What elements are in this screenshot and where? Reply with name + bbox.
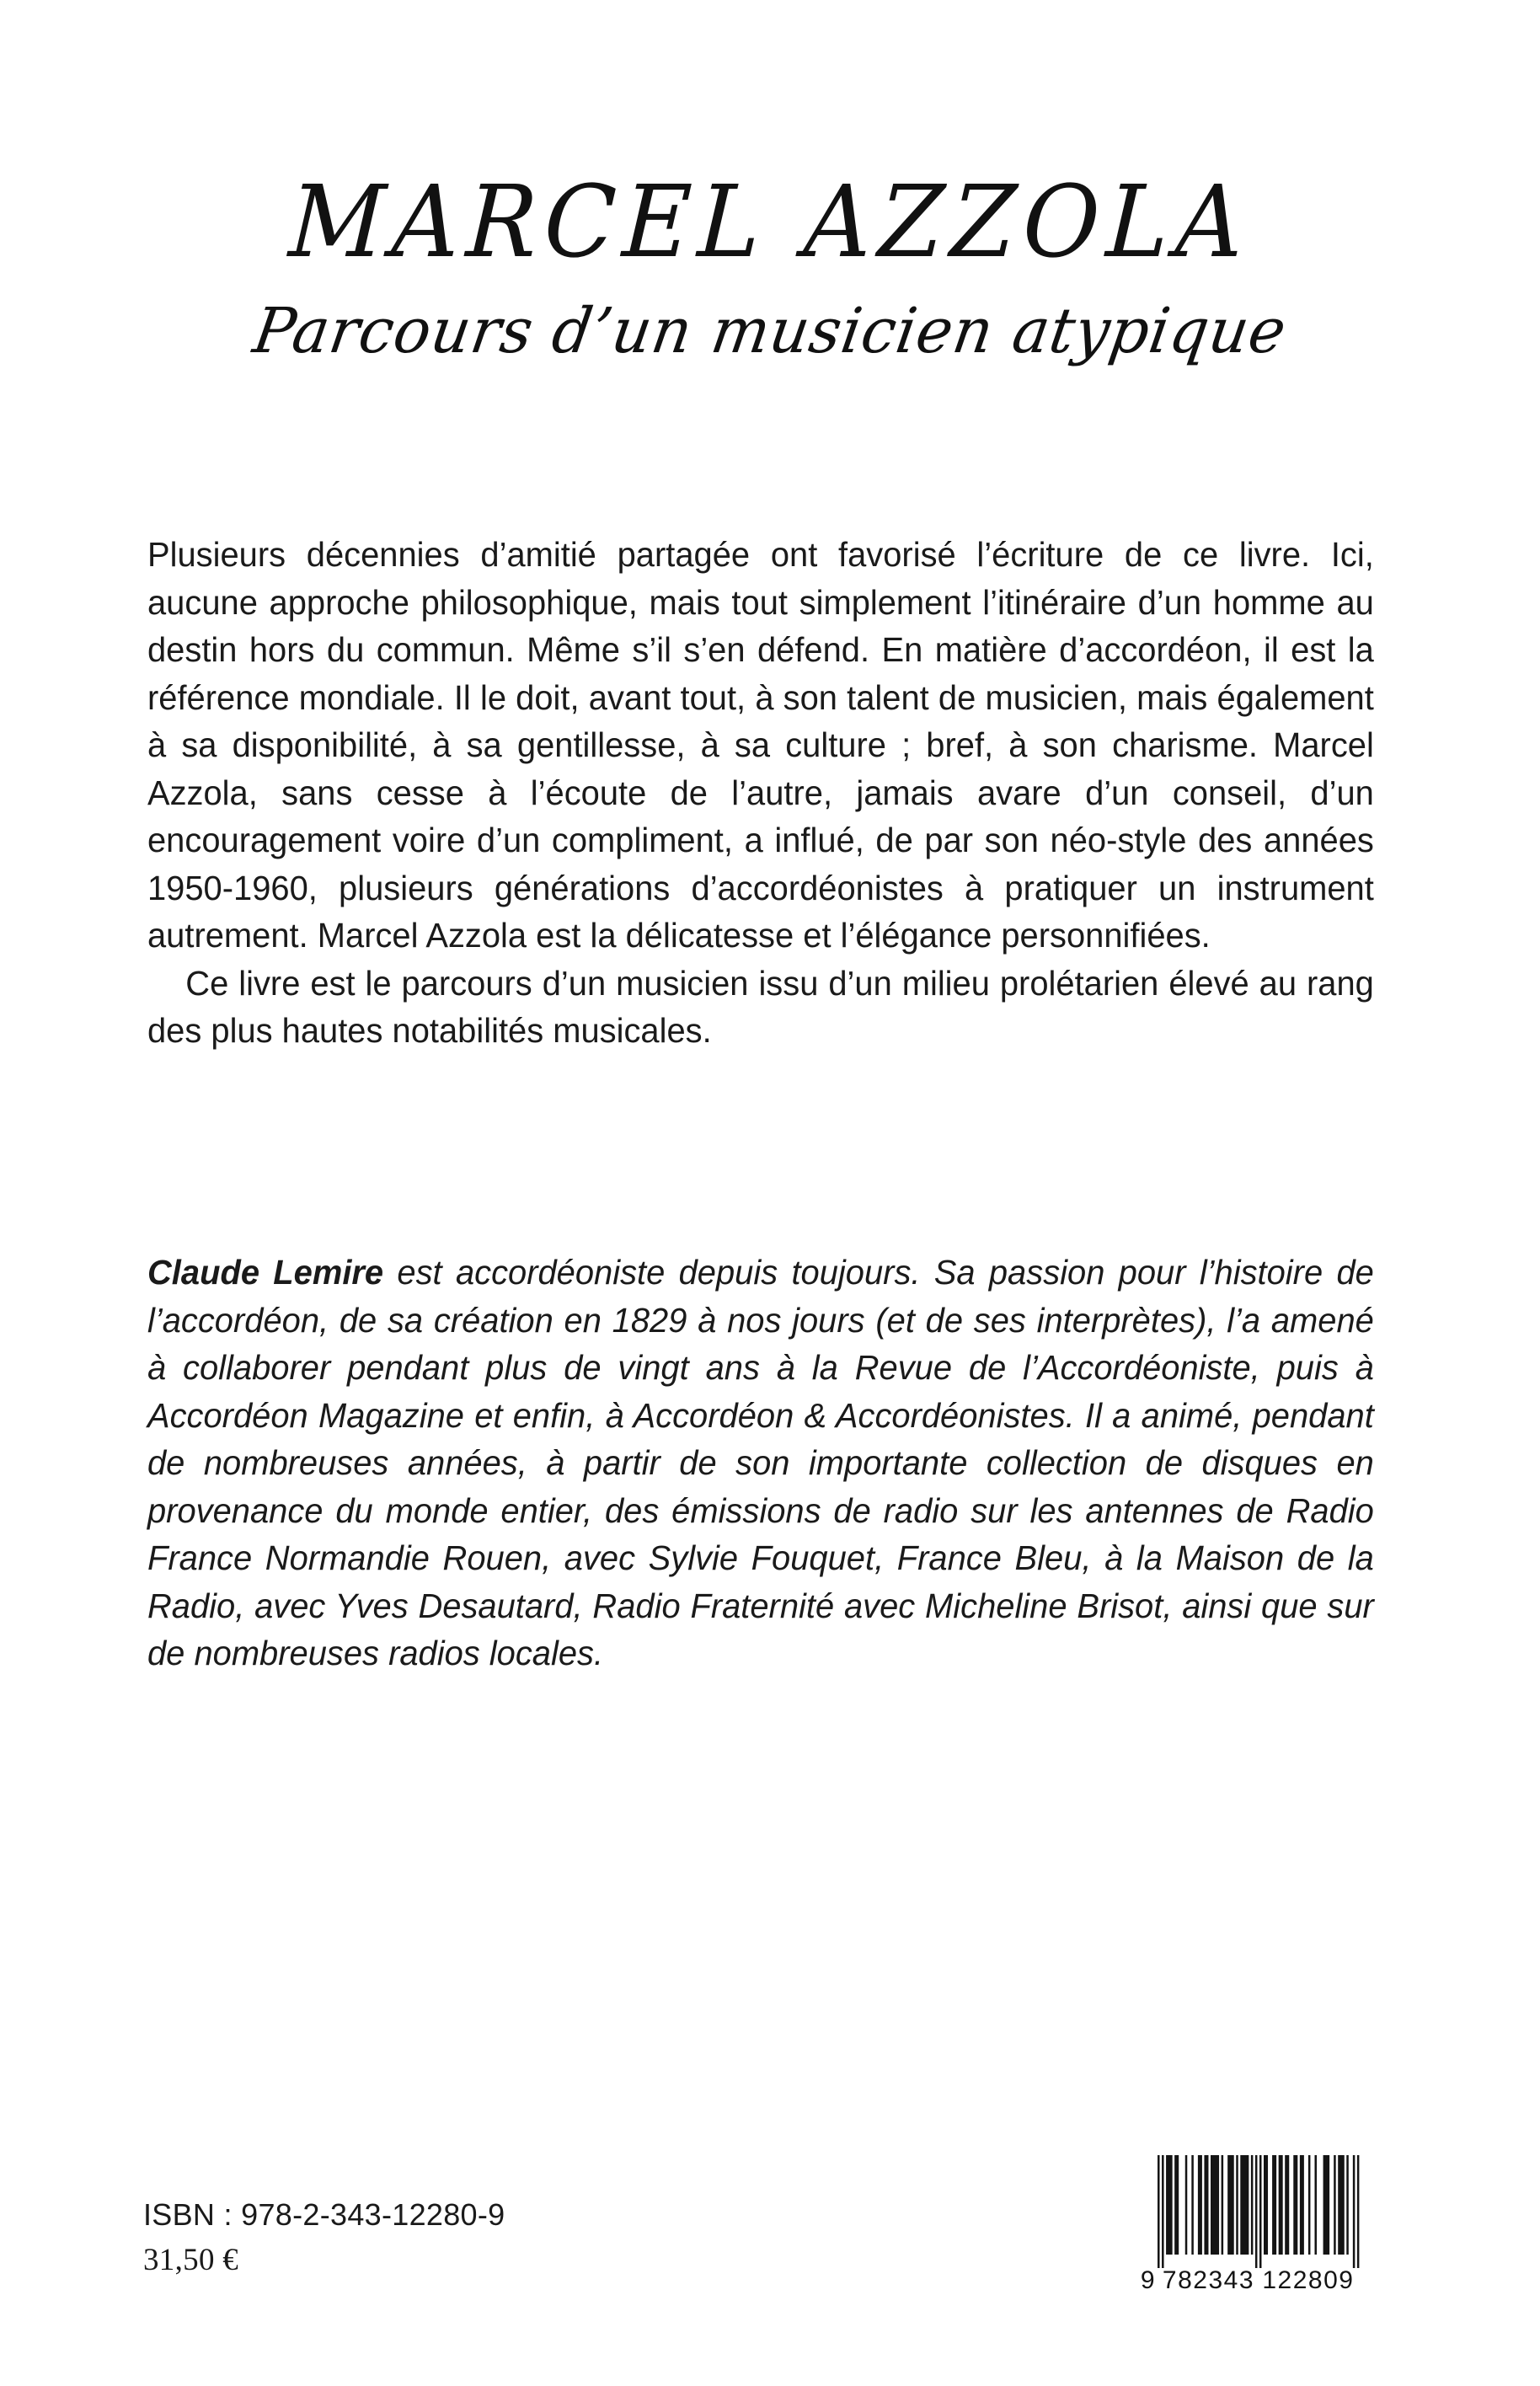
blurb-paragraph-2: Ce livre est le parcours d’un musicien issu d’un milieu prolétarien élevé au rang des plus hautes notabilités musicales. xyxy=(147,963,1374,1050)
barcode xyxy=(1129,2145,1415,2295)
svg-text:782343: 782343 xyxy=(1162,2266,1255,2294)
publication-meta xyxy=(143,2192,505,2283)
blurb-paragraph-1: Plusieurs décennies d’amitié partagée ont favorisé l’écriture de ce livre. Ici, aucune approche philosophique, mais tout simplement l’itinéraire d’un homme au destin hors du commun. Même s’il s’en défend. En matière d’accordéon, il est la référence mondiale. Il le doit, avant tout, à son talent de musicien, mais également à sa disponibilité, à sa gentillesse, à sa culture ; bref, à son charisme. Marcel Azzola, sans cesse à l’écoute de l’autre, jamais avare d’un conseil, d’un encouragement voire d’un compliment, a influé, de par son néo-style des années 1950-1960, plusieurs générations d’accordéonistes à pratiquer un instrument autrement. Marcel Azzola est la délicatesse et l’élégance personnifiées. xyxy=(147,535,1374,955)
page-title: MARCEL AZZOLA xyxy=(286,163,1254,280)
svg-text:9: 9 xyxy=(1140,2266,1157,2294)
author-name: Claude Lemire xyxy=(147,1253,384,1292)
blurb-section xyxy=(147,531,1393,1055)
price-label: 31,50 € xyxy=(143,2243,239,2277)
author-bio-section xyxy=(147,1249,1393,1677)
page-subtitle: Parcours d’un musicien atypique xyxy=(249,295,1291,368)
isbn-label: ISBN : 978-2-343-12280-9 xyxy=(143,2197,505,2232)
svg-text:122809: 122809 xyxy=(1262,2266,1355,2294)
barcode-image xyxy=(1129,2145,1415,2295)
author-bio-text xyxy=(147,1249,1374,1677)
author-bio-body: est accordéoniste depuis toujours. Sa passion pour l’histoire de l’accordéon, de sa création en 1829 à nos jours (et de ses interprètes), l’a amené à collaborer pendant plus de vingt ans à la Revue de l’Accordéoniste, puis à Accordéon Magazine et enfin, à Accordéon & Accordéonistes. Il a animé, pendant de nombreuses années, à partir de son importante collection de disques en provenance du monde entier, des émissions de radio sur les antennes de Radio France Normandie Rouen, avec Sylvie Fouquet, France Bleu, à la Maison de la Radio, avec Yves Desautard, Radio Fraternité avec Micheline Brisot, ainsi que sur de nombreuses radios locales. xyxy=(147,1253,1374,1672)
title-block xyxy=(0,163,1540,368)
blurb-text xyxy=(147,531,1374,1055)
